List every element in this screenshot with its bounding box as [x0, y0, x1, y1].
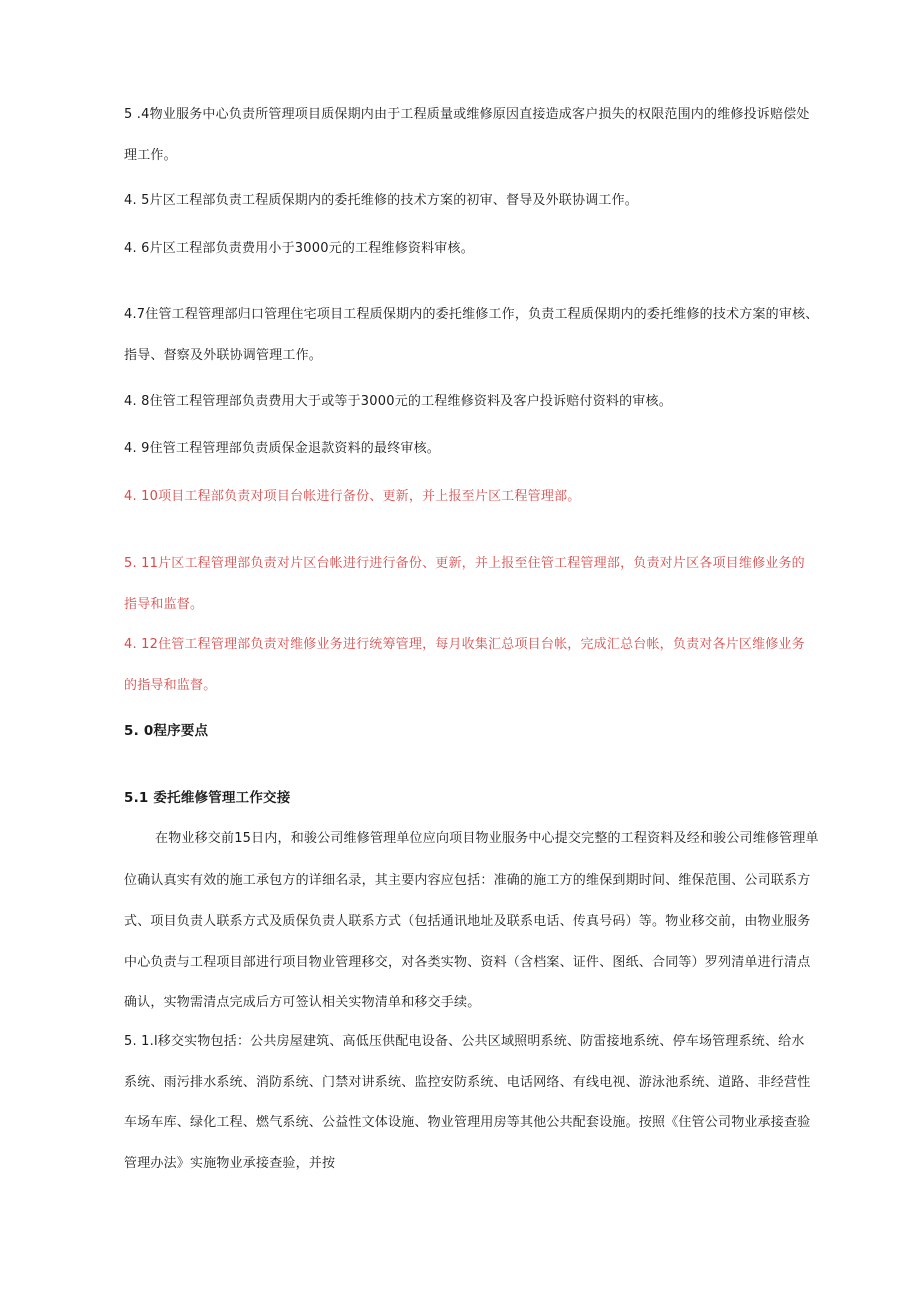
section-5-1-paragraph-line-4: 中心负责与工程项目部进行项目物业管理移交，对各类实物、资料（含档案、证件、图纸、合同等）罗列清单进行清点	[124, 955, 811, 970]
item-4-4-line-2: 理工作。	[124, 148, 177, 163]
item-4-11-line-2: 指导和监督。	[124, 597, 204, 612]
item-4-7-line-2: 指导、督察及外联协调管理工作。	[124, 348, 323, 363]
item-4-4-line-1: 5 .4物业服务中心负责所管理项目质保期内由于工程质量或维修原因直接造成客户损失的权限范围内的维修投诉赔偿处	[124, 107, 810, 122]
item-5-1-1-line-2: 系统、雨污排水系统、消防系统、门禁对讲系统、监控安防系统、电话网络、有线电视、游泳池系统、道路、非经营性	[124, 1075, 811, 1090]
section-5-1-paragraph-line-1: 在物业移交前15日内，和骏公司维修管理单位应向项目物业服务中心提交完整的工程资料及经和骏公司维修管理单	[155, 831, 819, 846]
item-4-8: 4. 8住管工程管理部负责费用大于或等于3000元的工程维修资料及客户投诉赔付资料的审核。	[124, 394, 672, 409]
item-4-11-line-1: 5. 11片区工程管理部负责对片区台帐进行进行备份、更新，并上报至住管工程管理部，负责对片区各项目维修业务的	[124, 556, 805, 571]
item-5-1-1-line-4: 管理办法》实施物业承接查验，并按	[124, 1156, 336, 1171]
section-5-1-paragraph-line-3: 式、项目负责人联系方式及质保负责人联系方式（包括通讯地址及联系电话、传真号码）等。物业移交前，由物业服务	[124, 914, 811, 929]
item-4-5: 4. 5片区工程部负责工程质保期内的委托维修的技术方案的初审、督导及外联协调工作。	[124, 193, 639, 208]
item-4-12-line-2: 的指导和监督。	[124, 678, 217, 693]
section-5-1-paragraph-line-2: 位确认真实有效的施工承包方的详细名录，其主要内容应包括：准确的施工方的维保到期时间、维保范围、公司联系方	[124, 873, 811, 888]
item-4-9: 4. 9住管工程管理部负责质保金退款资料的最终审核。	[124, 441, 441, 456]
section-5-1-title: 5.1 委托维修管理工作交接	[124, 790, 291, 806]
item-4-12-line-1: 4. 12住管工程管理部负责对维修业务进行统筹管理，每月收集汇总项目台帐，完成汇总台帐，负责对各片区维修业务	[124, 637, 805, 652]
item-5-1-1-line-1: 5. 1.l移交实物包括：公共房屋建筑、高低压供配电设备、公共区域照明系统、防雷接地系统、停车场管理系统、给水	[124, 1034, 805, 1049]
section-5-1-paragraph-line-5: 确认，实物需清点完成后方可签认相关实物清单和移交手续。	[124, 995, 481, 1010]
item-4-7-line-1: 4.7住管工程管理部归口管理住宅项目工程质保期内的委托维修工作，负责工程质保期内的委托维修的技术方案的审核、	[124, 307, 819, 322]
item-4-10: 4. 10项目工程部负责对项目台帐进行备份、更新，并上报至片区工程管理部。	[124, 489, 581, 504]
item-4-6: 4. 6片区工程部负责费用小于3000元的工程维修资料审核。	[124, 241, 474, 256]
item-5-1-1-line-3: 车场车库、绿化工程、燃气系统、公益性文体设施、物业管理用房等其他公共配套设施。按照《住管公司物业承接查验	[124, 1115, 811, 1130]
section-5-title: 5. 0程序要点	[124, 723, 209, 739]
